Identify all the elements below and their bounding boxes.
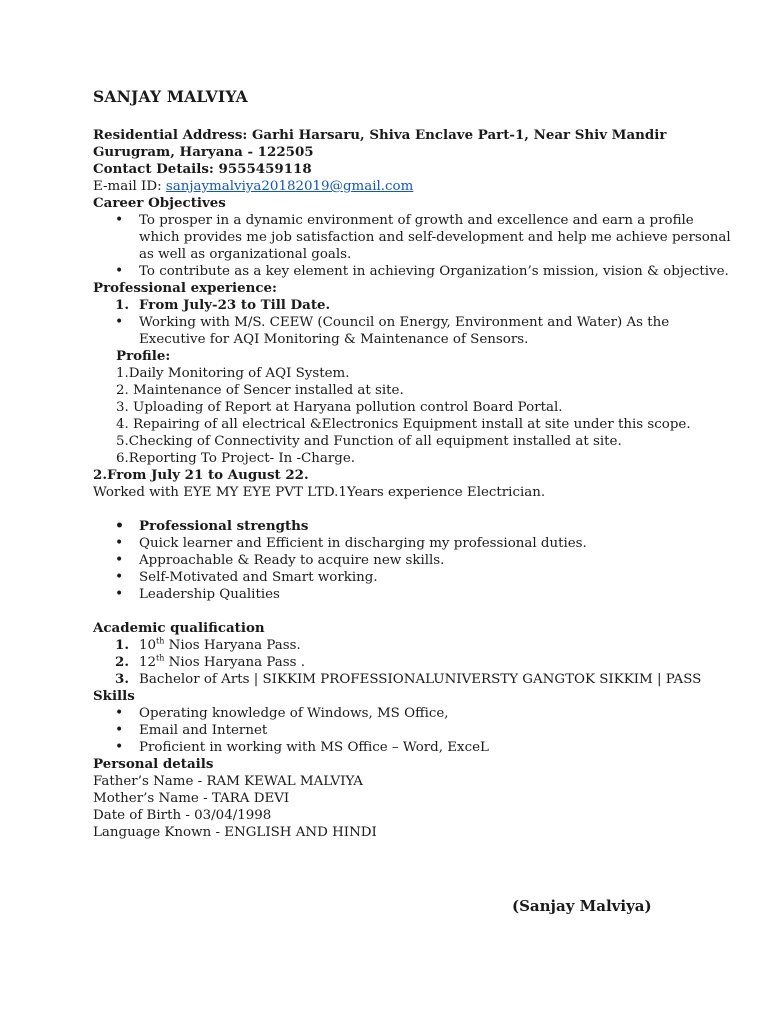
career-list: [93, 212, 733, 280]
address-line-2: Gurugram, Haryana - 122505: [93, 144, 314, 160]
list-item: • Leadership Qualities: [93, 586, 733, 603]
list-item: 5.Checking of Connectivity and Function of all equipment installed at site.: [116, 434, 622, 449]
list-item: • Quick learner and Efficient in discharging my professional duties.: [93, 535, 733, 552]
signature: (Sanjay Malviya): [512, 897, 652, 915]
languages-known: Language Known - ENGLISH AND HINDI: [93, 825, 377, 840]
strengths-heading-list: [93, 518, 733, 535]
list-item: 3. Uploading of Report at Haryana pollution control Board Portal.: [116, 400, 563, 415]
experience-heading: Professional experience:: [93, 280, 277, 296]
list-item: 2. Maintenance of Sencer installed at site.: [116, 383, 404, 398]
resume-body: [93, 127, 733, 841]
list-item: • Operating knowledge of Windows, MS Office,: [93, 705, 733, 722]
strengths-heading: • Professional strengths: [93, 518, 733, 535]
job1-desc-list: [93, 314, 733, 348]
list-item: 1.Daily Monitoring of AQI System.: [116, 366, 350, 381]
job1-number: 1.: [115, 297, 129, 313]
list-item: 6.Reporting To Project- In -Charge.: [116, 451, 356, 466]
academic-list: [93, 637, 733, 688]
resume-name: SANJAY MALVIYA: [93, 87, 248, 106]
list-item: • Email and Internet: [93, 722, 733, 739]
item-number: 1.: [115, 637, 129, 653]
list-item: • Self-Motivated and Smart working.: [93, 569, 733, 586]
list-item: 3. Bachelor of Arts | SIKKIM PROFESSIONALUNIVERSTY GANGTOK SIKKIM | PASS: [115, 671, 702, 687]
father-name: Father’s Name - RAM KEWAL MALVIYA: [93, 774, 363, 789]
list-item: [93, 297, 733, 314]
item-number: 3.: [115, 671, 129, 687]
strengths-list: [93, 535, 733, 603]
job1-title: From July-23 to Till Date.: [139, 297, 331, 313]
address-line-1: Residential Address: Garhi Harsaru, Shiva Enclave Part-1, Near Shiv Mandir: [93, 127, 667, 143]
email-link[interactable]: sanjaymalviya20182019@gmail.com: [165, 179, 414, 194]
mother-name: Mother’s Name - TARA DEVI: [93, 791, 290, 806]
contact-phone: Contact Details: 9555459118: [93, 161, 312, 177]
item-number: 2.: [115, 654, 129, 670]
list-item: • To contribute as a key element in achieving Organization’s mission, vision & objective.: [93, 263, 733, 280]
email-row: [93, 178, 733, 195]
list-item: • To prosper in a dynamic environment of growth and excellence and earn a profile which provides me job satisfaction and self-development and help me achieve personal as well as organizational goals.: [93, 212, 733, 263]
list-item: 4. Repairing of all electrical &Electronics Equipment install at site under this scope.: [116, 417, 691, 432]
list-item: • Proficient in working with MS Office – Word, ExceL: [93, 739, 733, 756]
email-label: E-mail ID:: [93, 179, 166, 194]
profile-list: [93, 365, 733, 467]
skills-heading: Skills: [93, 688, 135, 704]
academic-heading: Academic qualification: [93, 620, 265, 636]
list-item: • Working with M/S. CEEW (Council on Energy, Environment and Water) As the Executive for AQI Monitoring & Maintenance of Sensors.: [93, 314, 733, 348]
skills-list: [93, 705, 733, 756]
personal-heading: Personal details: [93, 756, 214, 772]
profile-heading: Profile:: [116, 348, 171, 364]
date-of-birth: Date of Birth - 03/04/1998: [93, 808, 272, 823]
list-item: • Approachable & Ready to acquire new skills.: [93, 552, 733, 569]
list-item: 1. 10th Nios Haryana Pass.: [115, 636, 301, 653]
list-item: 2. 12th Nios Haryana Pass .: [115, 653, 305, 670]
job2-desc: Worked with EYE MY EYE PVT LTD.1Years experience Electrician.: [93, 485, 546, 500]
job2-title: 2.From July 21 to August 22.: [93, 467, 309, 483]
experience-job1-list: [93, 297, 733, 314]
career-heading: Career Objectives: [93, 195, 226, 211]
